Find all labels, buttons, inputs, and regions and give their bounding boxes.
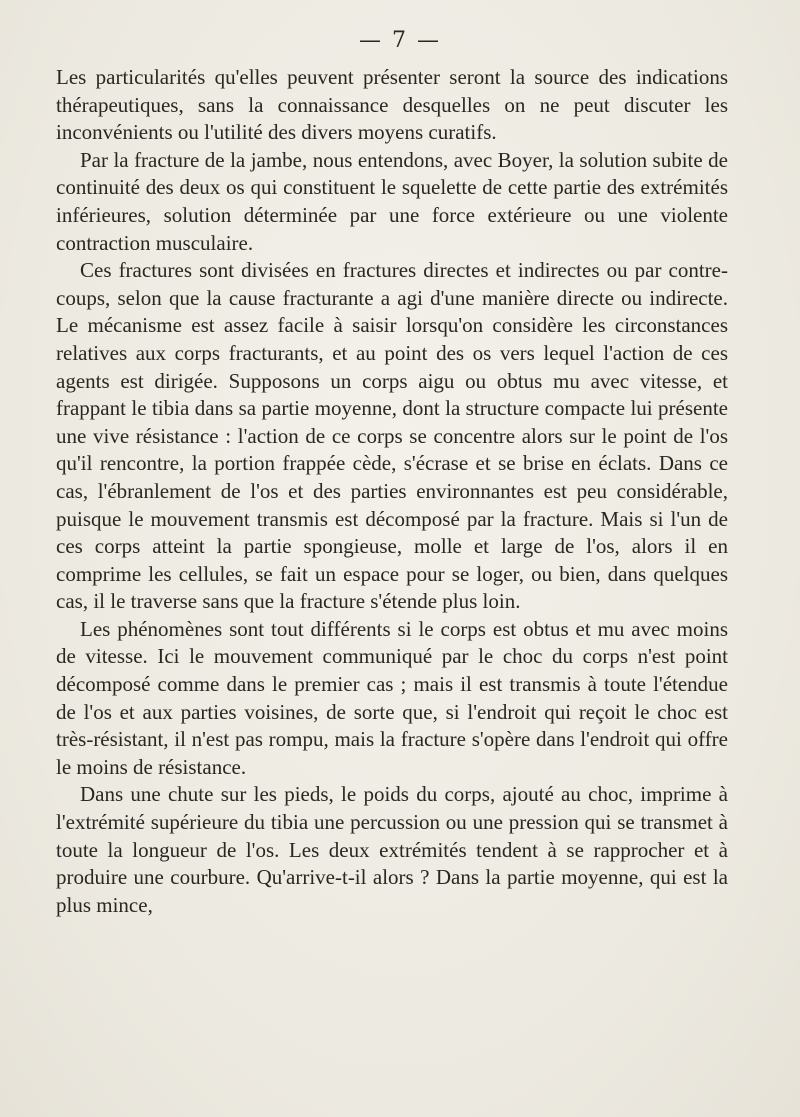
paragraph: Les particularités qu'elles peuvent présenter seront la source des indications thérapeutiques, sans la connaissance desquelles on ne peut discuter les inconvénients ou l'utilité des divers moyens curatifs. <box>56 65 728 145</box>
paragraph: Ces fractures sont divisées en fractures directes et indirectes ou par contre-coups, selon que la cause fracturante a agi d'une manière directe ou indirecte. Le mécanisme est assez facile à saisir lorsqu'on considère les circonstances relatives aux corps fracturants, et au point des os vers lequel l'action de ces agents est dirigée. Supposons un corps aigu ou obtus mu avec vitesse, et frappant le tibia dans sa partie moyenne, dont la structure compacte lui présente une vive résistance : l'action de ce corps se concentre alors sur le point de l'os qu'il rencontre, la portion frappée cède, s'écrase et se brise en éclats. Dans ce cas, l'ébranlement de l'os et des parties environnantes est peu considérable, puisque le mouvement transmis est décomposé par la fracture. Mais si l'un de ces corps atteint la partie spongieuse, molle et large de l'os, alors il en comprime les cellules, se fait un espace pour se loger, ou bien, dans quelques cas, il le traverse sans que la fracture s'étende plus loin. <box>56 258 728 614</box>
paragraph: Par la fracture de la jambe, nous entendons, avec Boyer, la solution subite de continuité des deux os qui constituent le squelette de cette partie des extrémités inférieures, solution déterminée par une force extérieure ou une violente contraction musculaire. <box>56 147 728 255</box>
page-number: — 7 — <box>359 28 441 53</box>
paragraph: Dans une chute sur les pieds, le poids du corps, ajouté au choc, imprime à l'extrémité supérieure du tibia une percussion ou une pression qui se transmet à toute la longueur de l'os. Les deux extrémités tendent à se rapprocher et à produire une courbure. Qu'arrive-t-il alors ? Dans la partie moyenne, qui est la plus mince, <box>56 782 728 917</box>
paragraph: Les phénomènes sont tout différents si le corps est obtus et mu avec moins de vitesse. Ici le mouvement communiqué par le choc du corps n'est point décomposé comme dans le premier cas ; mais il est transmis à toute l'étendue de l'os et aux parties voisines, de sorte que, si l'endroit qui reçoit le choc est très-résistant, il n'est pas rompu, mais la fracture s'opère dans l'endroit qui offre le moins de résistance. <box>56 616 728 779</box>
body-text <box>56 64 728 919</box>
